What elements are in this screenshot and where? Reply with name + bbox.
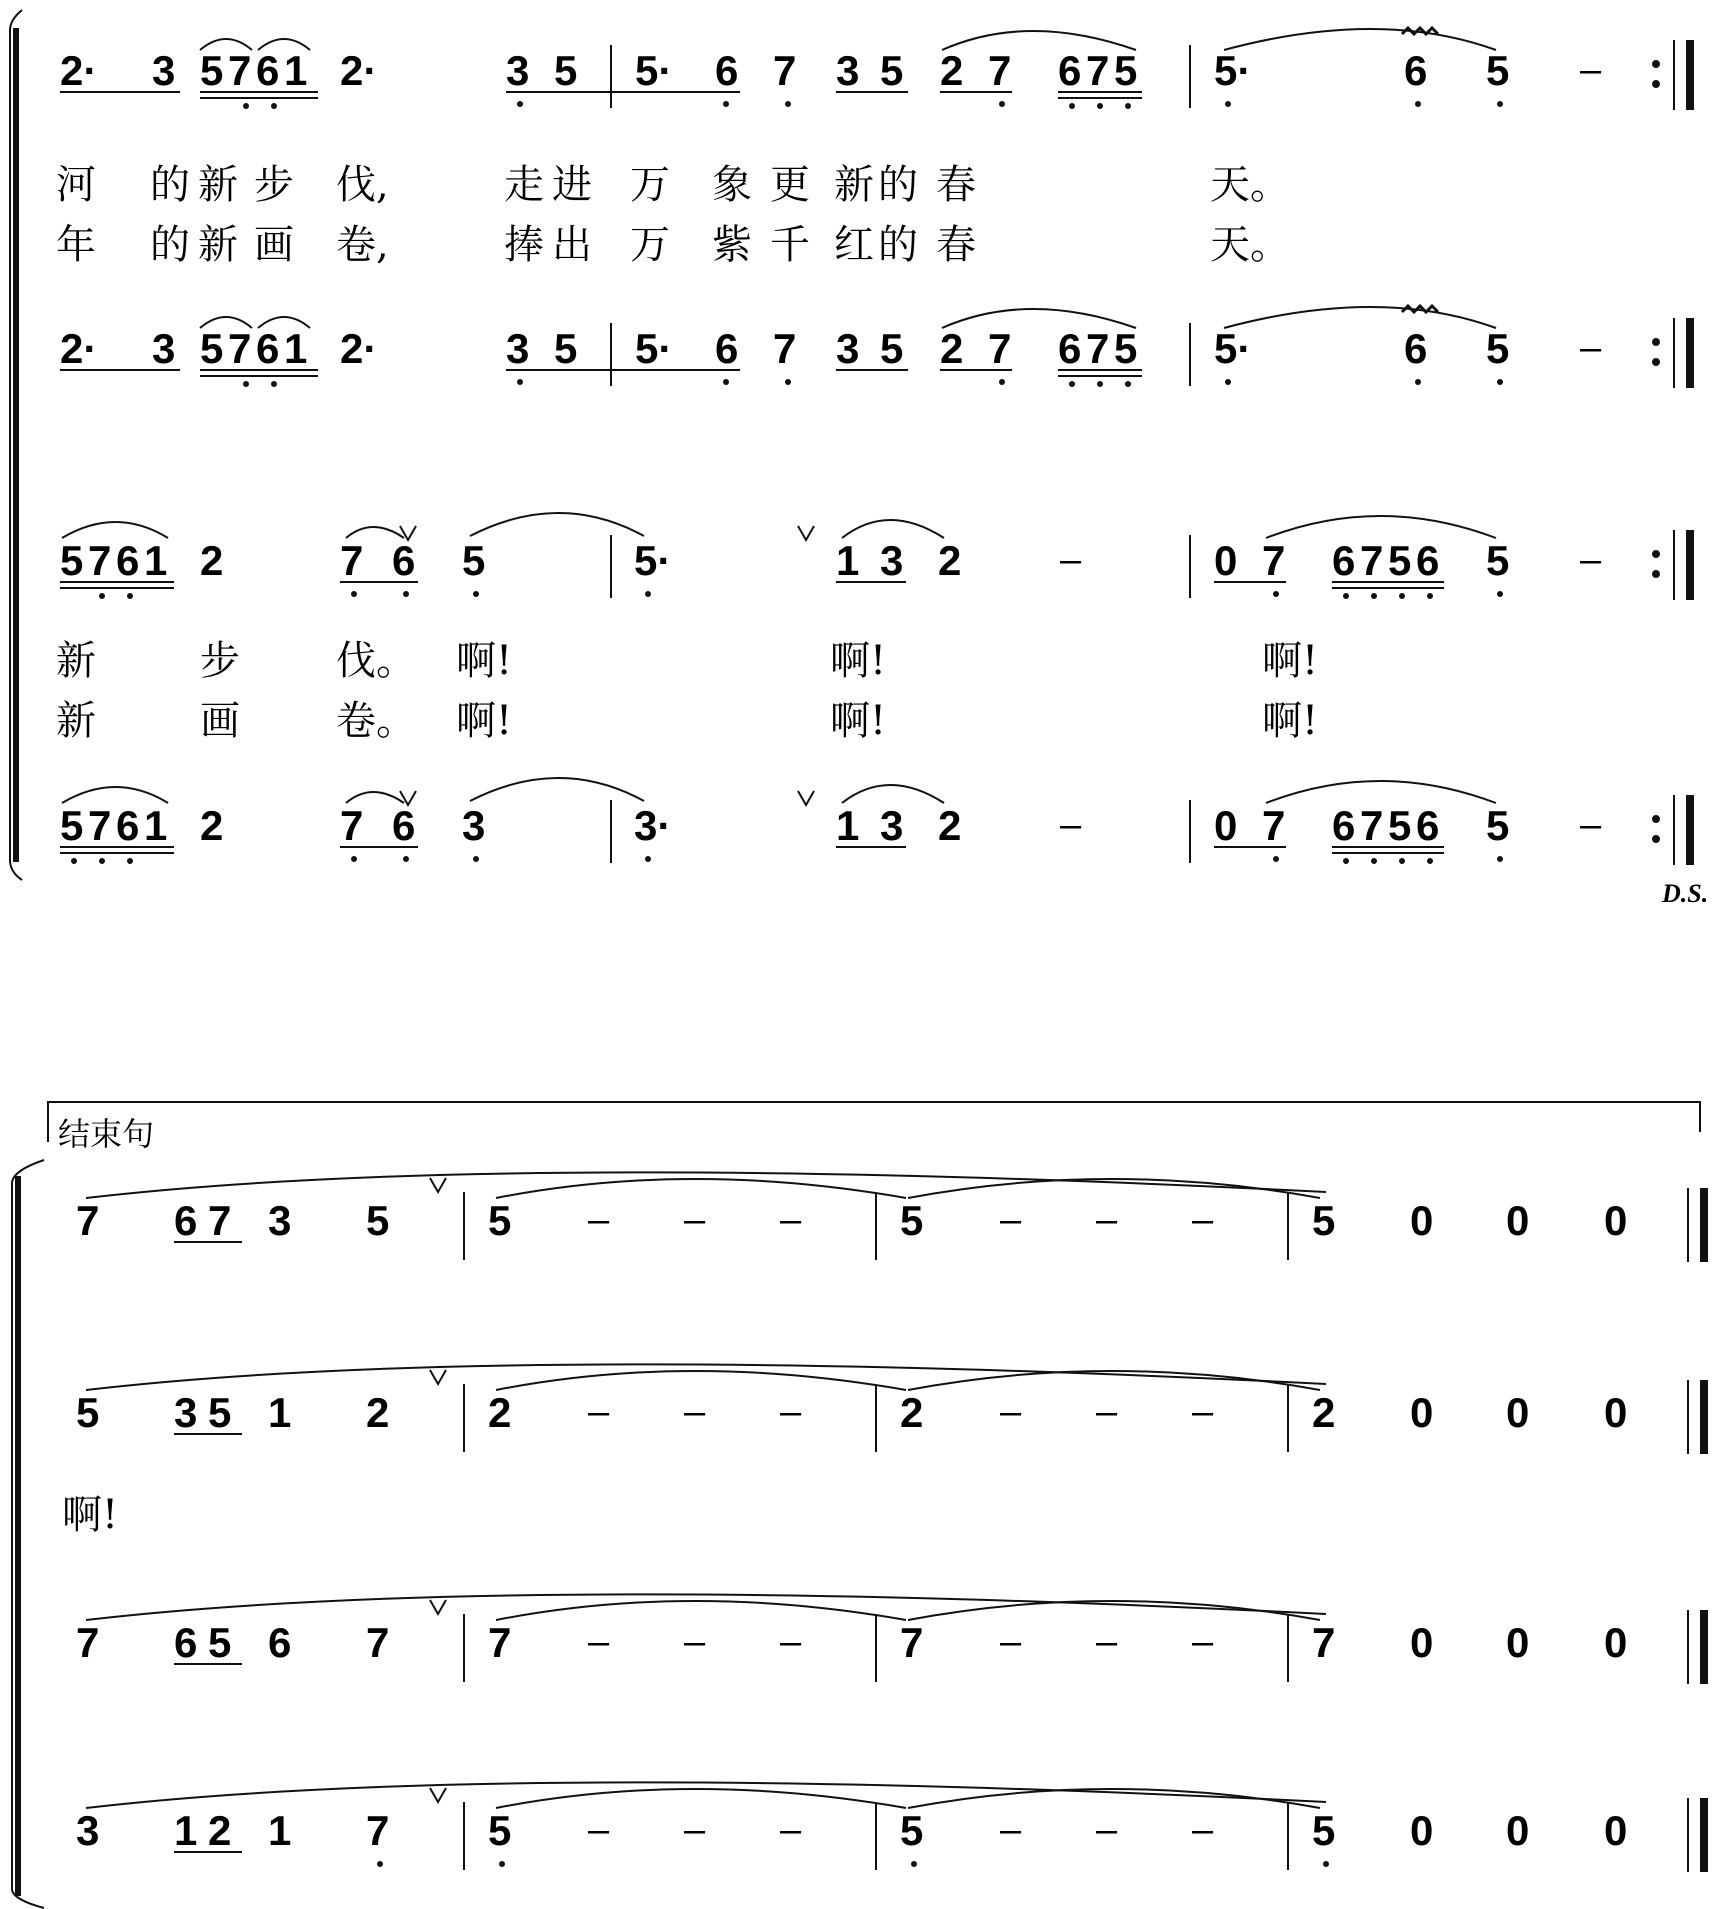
note: 0: [1506, 1197, 1530, 1244]
lyric: 捧: [504, 222, 544, 268]
note: –: [780, 1809, 802, 1851]
note: 6: [715, 47, 739, 94]
note: 2: [938, 802, 962, 849]
system1-staff2: [60, 306, 1690, 388]
note: 6: [392, 537, 416, 584]
note: 7: [988, 47, 1012, 94]
note: 7: [366, 1807, 390, 1854]
note: 7: [773, 47, 797, 94]
note: 6: [1058, 325, 1082, 372]
note: 6: [715, 325, 739, 372]
note: –: [1096, 1621, 1118, 1663]
note: 5: [1486, 537, 1510, 584]
note: 0: [1506, 1619, 1530, 1666]
note: 2: [488, 1389, 512, 1436]
lyric: 新: [834, 162, 874, 208]
note: 0: [1214, 537, 1238, 584]
note: 3: [462, 802, 486, 849]
note: –: [1580, 539, 1602, 581]
lyric: 啊!: [1262, 698, 1319, 744]
note: 6: [256, 325, 280, 372]
lyric: 更: [770, 162, 810, 208]
note: –: [588, 1199, 610, 1241]
note: 5: [1486, 47, 1510, 94]
note: 5: [880, 325, 904, 372]
system2-staff2: [60, 778, 1690, 865]
note: 5: [880, 47, 904, 94]
note: 5·: [634, 537, 672, 584]
note: 3: [880, 537, 904, 584]
note: 7: [228, 47, 252, 94]
lyric: 的: [150, 162, 190, 208]
note: 0: [1410, 1389, 1434, 1436]
lyric: 新: [198, 162, 238, 208]
note: 7: [1312, 1619, 1336, 1666]
note: –: [1192, 1391, 1214, 1433]
note: 0: [1410, 1197, 1434, 1244]
note: 0: [1604, 1807, 1628, 1854]
note: 7: [88, 537, 112, 584]
lyric: 年: [56, 222, 96, 268]
lyric: 河: [56, 162, 96, 208]
note: 5: [60, 537, 84, 584]
note: –: [1000, 1809, 1022, 1851]
note: –: [684, 1391, 706, 1433]
note: 5: [1312, 1197, 1336, 1244]
ending-bracket: [48, 1102, 1700, 1142]
note: 5: [488, 1197, 512, 1244]
note: 3: [152, 47, 176, 94]
note: 7: [1360, 802, 1384, 849]
lyric: 春: [936, 162, 976, 208]
note: –: [1060, 539, 1082, 581]
note: 5: [1486, 802, 1510, 849]
note: –: [684, 1199, 706, 1241]
note: 2: [940, 47, 964, 94]
note: 1: [284, 325, 308, 372]
lyric: 画: [254, 222, 294, 268]
note: –: [1580, 49, 1602, 91]
note: –: [1000, 1391, 1022, 1433]
note: 7: [208, 1197, 232, 1244]
note: 3: [506, 325, 530, 372]
lyric: 进: [552, 162, 592, 208]
note: 6: [256, 47, 280, 94]
note: 5·: [1214, 325, 1252, 372]
note: 5: [1114, 47, 1138, 94]
note: 7: [340, 537, 364, 584]
note: 6: [268, 1619, 292, 1666]
note: 6: [116, 802, 140, 849]
lyric: 伐,: [336, 162, 389, 208]
system1-lyrics-verse2: [56, 222, 1290, 268]
note: 5: [900, 1807, 924, 1854]
note: 2: [1312, 1389, 1336, 1436]
lyric: 千: [770, 222, 810, 268]
note: 5: [76, 1389, 100, 1436]
note: 5: [208, 1619, 232, 1666]
note: 5: [200, 47, 224, 94]
note: 5: [1486, 325, 1510, 372]
lyric: 伐。: [336, 638, 416, 684]
system2-staff1: [60, 513, 1690, 600]
lyric: 的: [878, 162, 918, 208]
note: 2·: [60, 325, 98, 372]
note: 5: [1114, 325, 1138, 372]
system2-lyrics-verse2: [56, 698, 1318, 744]
note: –: [684, 1809, 706, 1851]
lyric: 卷。: [336, 698, 416, 744]
note: 3: [836, 47, 860, 94]
lyric: 出: [552, 222, 592, 268]
note: –: [588, 1809, 610, 1851]
note: 5: [208, 1389, 232, 1436]
note: 2·: [340, 47, 378, 94]
lyric: 啊!: [456, 698, 513, 744]
note: 2: [200, 802, 224, 849]
note: 0: [1214, 802, 1238, 849]
note: –: [1192, 1809, 1214, 1851]
note: –: [588, 1391, 610, 1433]
lyric: 万: [630, 162, 670, 208]
lyric: 啊!: [1262, 638, 1319, 684]
note: 5: [554, 325, 578, 372]
note: 0: [1604, 1619, 1628, 1666]
note: 5: [200, 325, 224, 372]
note: 3: [152, 325, 176, 372]
note: 7: [366, 1619, 390, 1666]
lyric: 红: [834, 222, 874, 268]
note: 1: [284, 47, 308, 94]
lyric: 啊!: [830, 638, 887, 684]
lower-system-bracket: [12, 1160, 44, 1908]
lyric: 卷,: [336, 222, 389, 268]
note: 3·: [634, 802, 672, 849]
note: 6: [1404, 47, 1428, 94]
note: –: [1096, 1199, 1118, 1241]
note: –: [1000, 1621, 1022, 1663]
note: 0: [1604, 1389, 1628, 1436]
note: 5: [462, 537, 486, 584]
note: 7: [1086, 325, 1110, 372]
note: 2·: [340, 325, 378, 372]
note: 6: [116, 537, 140, 584]
upper-system-bracket: [10, 10, 22, 880]
note: –: [588, 1621, 610, 1663]
note: 1: [836, 802, 860, 849]
lyric: 紫: [712, 222, 752, 268]
note: 1: [836, 537, 860, 584]
note: 7: [488, 1619, 512, 1666]
note: 2: [200, 537, 224, 584]
note: 5: [366, 1197, 390, 1244]
note: 3: [268, 1197, 292, 1244]
note: 7: [1360, 537, 1384, 584]
note: 2: [938, 537, 962, 584]
note: 7: [988, 325, 1012, 372]
note: 7: [76, 1619, 100, 1666]
note: 6: [1404, 325, 1428, 372]
note: 3: [76, 1807, 100, 1854]
lyric: 走: [504, 162, 544, 208]
note: 7: [76, 1197, 100, 1244]
lyric: 啊!: [62, 1492, 119, 1538]
note: –: [1096, 1391, 1118, 1433]
note: –: [780, 1199, 802, 1241]
note: 6: [392, 802, 416, 849]
note: 5: [1388, 802, 1412, 849]
system2-lyrics-verse1: [56, 638, 1318, 684]
note: 1: [174, 1807, 198, 1854]
note: –: [684, 1621, 706, 1663]
system1-lyrics-verse1: [56, 162, 1290, 208]
ending-staff1: [76, 1172, 1704, 1262]
note: 7: [88, 802, 112, 849]
lyric: 的: [878, 222, 918, 268]
note: 3: [174, 1389, 198, 1436]
note: 5: [488, 1807, 512, 1854]
lyric: 天。: [1210, 162, 1290, 208]
system1-staff1: [60, 28, 1690, 110]
note: 2: [366, 1389, 390, 1436]
lyric: 步: [254, 162, 294, 208]
note: 3: [836, 325, 860, 372]
lyric: 啊!: [456, 638, 513, 684]
note: –: [780, 1621, 802, 1663]
note: 0: [1410, 1807, 1434, 1854]
note: 6: [1058, 47, 1082, 94]
note: 7: [340, 802, 364, 849]
note: –: [1580, 327, 1602, 369]
note: –: [1060, 804, 1082, 846]
note: –: [1000, 1199, 1022, 1241]
note: –: [1580, 804, 1602, 846]
lyric: 新: [56, 638, 96, 684]
note: 0: [1506, 1389, 1530, 1436]
note: 3: [506, 47, 530, 94]
note: 5: [1388, 537, 1412, 584]
note: 6: [1416, 802, 1440, 849]
note: 5: [60, 802, 84, 849]
note: –: [780, 1391, 802, 1433]
note: –: [1192, 1199, 1214, 1241]
note: –: [1192, 1621, 1214, 1663]
note: 7: [1086, 47, 1110, 94]
note: 5: [554, 47, 578, 94]
note: 5·: [635, 325, 673, 372]
note: 7: [773, 325, 797, 372]
note: 0: [1410, 1619, 1434, 1666]
note: 6: [1332, 537, 1356, 584]
note: 7: [1262, 802, 1286, 849]
note: 5: [900, 1197, 924, 1244]
lyric: 新: [198, 222, 238, 268]
ending-staff3: [76, 1594, 1704, 1684]
note: 3: [880, 802, 904, 849]
note: 2: [900, 1389, 924, 1436]
lyric: 的: [150, 222, 190, 268]
lyric: 天。: [1210, 222, 1290, 268]
lyric: 画: [200, 698, 240, 744]
note: 7: [900, 1619, 924, 1666]
lyric: 象: [712, 162, 752, 208]
note: 1: [268, 1389, 292, 1436]
note: 0: [1604, 1197, 1628, 1244]
note: 5·: [635, 47, 673, 94]
note: –: [1096, 1809, 1118, 1851]
note: 2·: [60, 47, 98, 94]
lyric: 步: [200, 638, 240, 684]
note: 2: [940, 325, 964, 372]
ending-staff4: [76, 1782, 1704, 1872]
note: 2: [208, 1807, 232, 1854]
lyric: 万: [630, 222, 670, 268]
note: 6: [1416, 537, 1440, 584]
note: 5·: [1214, 47, 1252, 94]
note: 5: [1312, 1807, 1336, 1854]
lyric: 新: [56, 698, 96, 744]
note: 6: [1332, 802, 1356, 849]
lyric: 春: [936, 222, 976, 268]
ds-mark: D.S.: [1662, 879, 1709, 908]
note: 6: [174, 1619, 198, 1666]
note: 6: [174, 1197, 198, 1244]
note: 1: [268, 1807, 292, 1854]
note: 7: [228, 325, 252, 372]
note: 1: [144, 802, 168, 849]
note: 7: [1262, 537, 1286, 584]
ending-staff2: [76, 1364, 1704, 1454]
note: 1: [144, 537, 168, 584]
ending-title: 结束句: [58, 1115, 155, 1153]
lyric: 啊!: [830, 698, 887, 744]
note: 0: [1506, 1807, 1530, 1854]
